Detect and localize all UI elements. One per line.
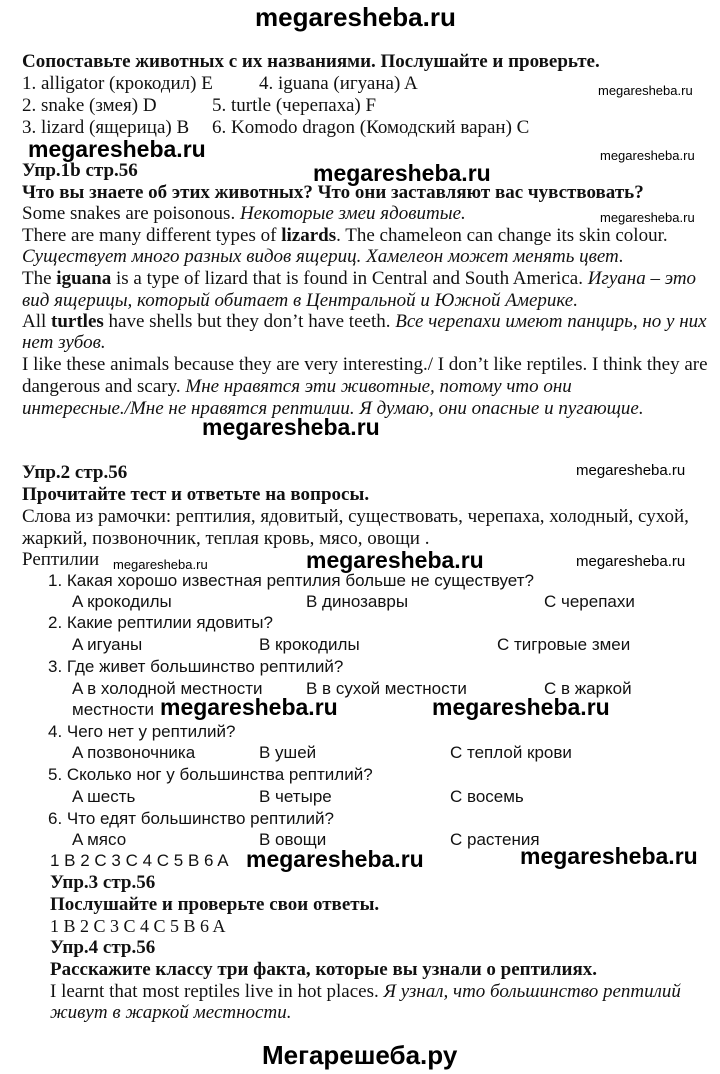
option-1b: B динозавры xyxy=(306,592,409,611)
ex2-words-2: жаркий, позвоночник, теплая кровь, мясо, овощи . xyxy=(22,528,430,549)
option-2c: C тигровые змеи xyxy=(497,635,631,654)
watermark-small: megaresheba.ru xyxy=(576,553,686,570)
ex4-line-2: живут в жаркой местности. xyxy=(50,1002,292,1023)
watermark-inline: megaresheba.ru xyxy=(160,694,338,720)
ex1a-pair-6: 6. Komodo dragon (Комодский варан) C xyxy=(212,117,530,138)
option-6b: B овощи xyxy=(259,830,327,849)
ex2-title: Рептилии xyxy=(22,549,100,570)
ex1b-line-9 xyxy=(22,376,572,398)
question-2: 2. Какие рептилии ядовиты? xyxy=(48,613,273,632)
ex2-answers: 1 B 2 C 3 C 4 C 5 B 6 A xyxy=(50,851,229,870)
ex1b-line-6 xyxy=(22,311,707,333)
ex1b-l9-ru: Мне нравятся эти животные, потому что они xyxy=(185,376,572,397)
watermark-inline: megaresheba.ru xyxy=(306,547,484,573)
ex1b-l4-a: The xyxy=(22,268,57,289)
watermark-inline: megaresheba.ru xyxy=(432,694,610,720)
ex3-answers: 1 B 2 C 3 C 4 C 5 B 6 A xyxy=(50,916,226,936)
watermark-inline: megaresheba.ru xyxy=(520,843,698,869)
watermark-small: megaresheba.ru xyxy=(576,462,686,479)
option-5b: B четыре xyxy=(259,787,332,806)
ex1b-l6-c: have shells but they don’t have teeth. xyxy=(103,311,396,332)
watermark-small: megaresheba.ru xyxy=(113,557,208,572)
question-6: 6. Что едят большинство рептилий? xyxy=(48,809,334,828)
ex1b-line-1 xyxy=(22,203,466,225)
watermark-inline: megaresheba.ru xyxy=(246,846,424,872)
watermark-small: megaresheba.ru xyxy=(600,148,695,163)
ex1b-l6-b: turtles xyxy=(51,311,104,332)
watermark-small: megaresheba.ru xyxy=(600,210,695,225)
question-1: 1. Какая хорошо известная рептилия больше не существует? xyxy=(48,571,534,590)
option-1a: A крокодилы xyxy=(72,592,172,611)
watermark-top: megaresheba.ru xyxy=(255,2,456,32)
ex1a-instruction: Сопоставьте животных с их названиями. Послушайте и проверьте. xyxy=(22,51,600,72)
question-3: 3. Где живет большинство рептилий? xyxy=(48,657,344,676)
ex1b-l1-en: Some snakes are poisonous. xyxy=(22,203,236,224)
ex1b-l2-a: There are many different types of xyxy=(22,225,282,246)
ex1b-l4-ru: Игуана – это xyxy=(587,268,697,289)
ex1b-l6-ru: Все черепахи имеют панцирь, но у них xyxy=(395,311,707,332)
ex4-line-1 xyxy=(50,981,681,1003)
option-2a: A игуаны xyxy=(72,635,143,654)
ex1b-l1-ru: Некоторые змеи ядовитые. xyxy=(239,203,466,224)
ex1b-line-8: I like these animals because they are very interesting./ I don’t like reptiles. I think they are xyxy=(22,354,708,375)
option-2b: B крокодилы xyxy=(259,635,360,654)
ex2-heading: Упр.2 стр.56 xyxy=(22,462,128,483)
watermark-bottom: Мегарешеба.ру xyxy=(262,1040,458,1070)
option-6c: C растения xyxy=(450,830,540,849)
ex4-instruction: Расскажите классу три факта, которые вы узнали о рептилиях. xyxy=(50,959,598,980)
ex3-heading: Упр.3 стр.56 xyxy=(50,872,156,893)
ex1b-l6-a: All xyxy=(22,311,52,332)
option-4c: C теплой крови xyxy=(450,743,572,762)
ex1a-pair-5: 5. turtle (черепаха) F xyxy=(212,95,377,116)
ex2-words-1: Слова из рамочки: рептилия, ядовитый, существовать, черепаха, холодный, сухой, xyxy=(22,506,689,527)
ex1b-question: Что вы знаете об этих животных? Что они заставляют вас чувствовать? xyxy=(22,182,644,203)
option-6a: A мясо xyxy=(72,830,127,849)
ex3-instruction: Послушайте и проверьте свои ответы. xyxy=(50,894,380,915)
watermark-inline: megaresheba.ru xyxy=(28,136,206,162)
watermark-inline: megaresheba.ru xyxy=(313,160,491,186)
option-4a: A позвоночника xyxy=(72,743,196,762)
ex1b-line-2 xyxy=(22,225,668,247)
option-1c: C черепахи xyxy=(544,592,635,611)
ex1a-pair-4: 4. iguana (игуана) A xyxy=(259,73,418,94)
ex1b-l4-b: iguana xyxy=(56,268,112,289)
ex4-heading: Упр.4 стр.56 xyxy=(50,937,156,958)
ex1b-l2-b: lizards xyxy=(281,225,337,246)
ex1b-line-7: нет зубов. xyxy=(22,332,106,353)
ex1a-pair-2: 2. snake (змея) D xyxy=(22,95,157,116)
ex1b-line-3: Существует много разных видов ящериц. Хамелеон может менять цвет. xyxy=(22,246,624,267)
option-3b: B в сухой местности xyxy=(306,679,467,698)
ex1a-pair-3: 3. lizard (ящерица) B xyxy=(22,117,190,138)
ex1b-line-4 xyxy=(22,268,696,290)
ex1b-line-10: интересные./Мне не нравятся рептилии. Я думаю, они опасные и пугающие. xyxy=(22,398,644,419)
ex4-en: I learnt that most reptiles live in hot places. xyxy=(50,981,384,1002)
option-3c: C в жаркой xyxy=(544,679,632,698)
option-4b: B ушей xyxy=(259,743,317,762)
ex4-ru1: Я узнал, что большинство рептилий xyxy=(383,981,681,1002)
ex2-instruction: Прочитайте тест и ответьте на вопросы. xyxy=(22,484,370,505)
watermark-small: megaresheba.ru xyxy=(598,83,693,98)
question-5: 5. Сколько ног у большинства рептилий? xyxy=(48,765,373,784)
question-4: 4. Чего нет у рептилий? xyxy=(48,722,236,741)
ex1b-l4-c: is a type of lizard that is found in Central and South America. xyxy=(111,268,588,289)
watermark-inline: megaresheba.ru xyxy=(202,414,380,440)
ex1b-heading: Упр.1b стр.56 xyxy=(22,160,138,181)
option-3c-cont: местности xyxy=(72,700,155,719)
ex1b-l2-c: . The chameleon can change its skin colour. xyxy=(336,225,668,246)
option-3a: A в холодной местности xyxy=(72,679,263,698)
option-5a: A шесть xyxy=(72,787,136,806)
ex1a-pair-1: 1. alligator (крокодил) E xyxy=(22,73,213,94)
ex1b-l9-a: dangerous and scary. xyxy=(22,376,186,397)
option-5c: C восемь xyxy=(450,787,524,806)
ex1b-line-5: вид ящерицы, который обитает в Центральной и Южной Америке. xyxy=(22,290,578,311)
